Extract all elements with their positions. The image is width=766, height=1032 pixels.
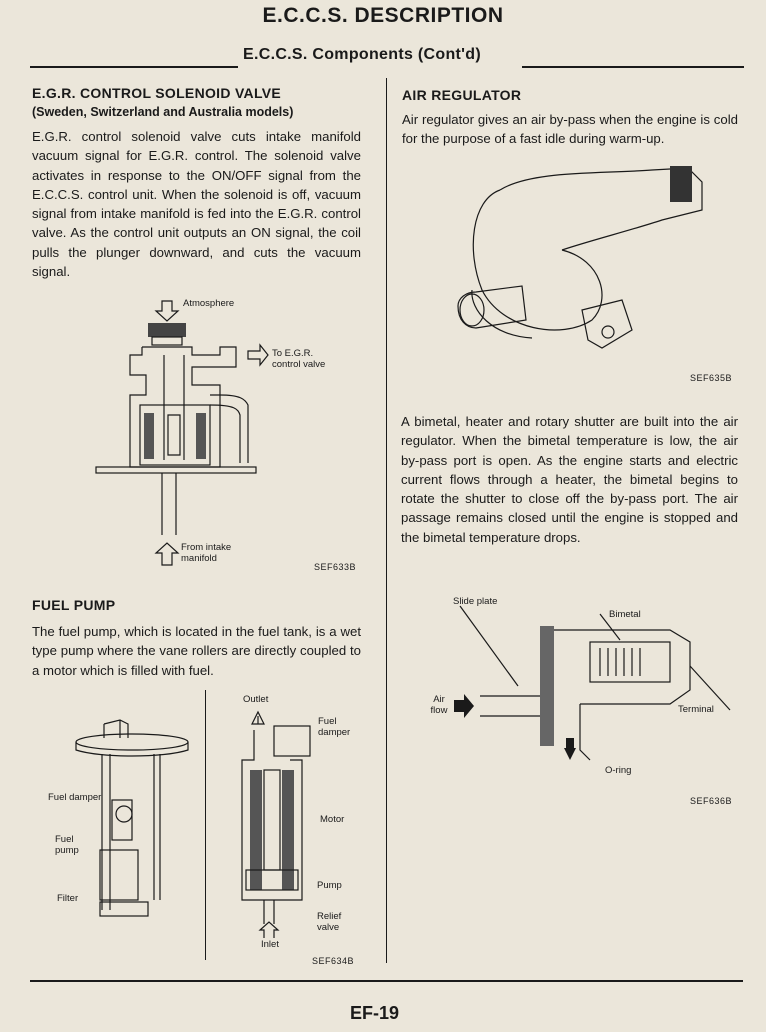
air-regulator-figure1-code: SEF635B <box>690 373 733 383</box>
egr-figure-code: SEF633B <box>314 562 357 572</box>
fuel-pump-label: Fuel pump <box>55 834 79 856</box>
column-divider <box>386 78 387 963</box>
to-egr-label-1: To E.G.R. <box>272 348 314 359</box>
to-egr-label-2: control valve <box>272 359 326 370</box>
section-subtitle: E.C.C.S. Components (Cont'd) <box>243 46 481 63</box>
bimetal-label: Bimetal <box>609 609 641 620</box>
pump-label: Pump <box>317 880 342 891</box>
relief-valve-label: Relief valve <box>317 911 342 933</box>
inlet-label: Inlet <box>261 939 279 950</box>
fuel-pump-body: The fuel pump, which is located in the fuel tank, is a wet type pump where the vane rollers are directly coupled to a motor which is filled with fuel. <box>32 624 361 678</box>
fuel-damper-left-label: Fuel damper <box>48 792 102 803</box>
terminal-label: Terminal <box>678 704 714 715</box>
air-flow-label: Air flow <box>430 694 448 716</box>
header-rule-left <box>30 66 238 68</box>
air-regulator-body: A bimetal, heater and rotary shutter are built into the air regulator. When the bimetal temperature is low, the air by-pass port is open. As the engine starts and electric current flows through a heater, the bimetal begins to rotate the shutter to close off the by-pass port. The air passage remains closed until the engine is stopped and the bimetal temperature drops. <box>401 414 738 545</box>
header-rule-right <box>522 66 744 68</box>
filter-label: Filter <box>57 893 79 904</box>
from-intake-label-2: manifold <box>181 553 217 564</box>
page-title: E.C.C.S. DESCRIPTION <box>262 4 504 27</box>
air-regulator-intro: Air regulator gives an air by-pass when the engine is cold for the purpose of a fast idle during warm-up. <box>402 112 738 147</box>
from-intake-label-1: From intake <box>181 542 232 553</box>
air-regulator-drawing <box>452 160 712 360</box>
fuel-figure-code: SEF634B <box>312 956 355 966</box>
fuel-pump-heading: FUEL PUMP <box>32 597 116 613</box>
air-regulator-figure2-code: SEF636B <box>690 796 733 806</box>
o-ring-label: O-ring <box>605 765 632 776</box>
outlet-label: Outlet <box>243 694 269 705</box>
egr-solenoid-diagram <box>90 295 380 575</box>
fuel-figure-divider <box>205 690 206 960</box>
page-number: EF-19 <box>350 1003 400 1023</box>
egr-note: (Sweden, Switzerland and Australia models) <box>32 105 294 119</box>
air-regulator-heading: AIR REGULATOR <box>402 87 522 103</box>
air-regulator-cross-section <box>440 600 730 780</box>
slide-plate-label: Slide plate <box>453 596 498 607</box>
footer-rule <box>30 980 743 982</box>
egr-body: E.G.R. control solenoid valve cuts intake manifold vacuum signal for E.G.R. control. The solenoid valve activates in response to the ON/OFF signal from the E.C.C.S. control unit. When the solenoid is off, vacuum signal from intake manifold is fed into the E.G.R. control valve. As the control unit outputs an ON signal, the coil pulls the plunger downward, and cuts the vacuum signal. <box>32 129 361 280</box>
fuel-pump-cross-section <box>230 710 320 940</box>
motor-label: Motor <box>320 814 345 825</box>
fuel-damper-right-label: Fuel damper <box>318 716 351 738</box>
atmosphere-label: Atmosphere <box>183 298 235 309</box>
egr-heading: E.G.R. CONTROL SOLENOID VALVE <box>32 85 282 101</box>
fuel-pump-assembly-drawing <box>60 710 200 940</box>
